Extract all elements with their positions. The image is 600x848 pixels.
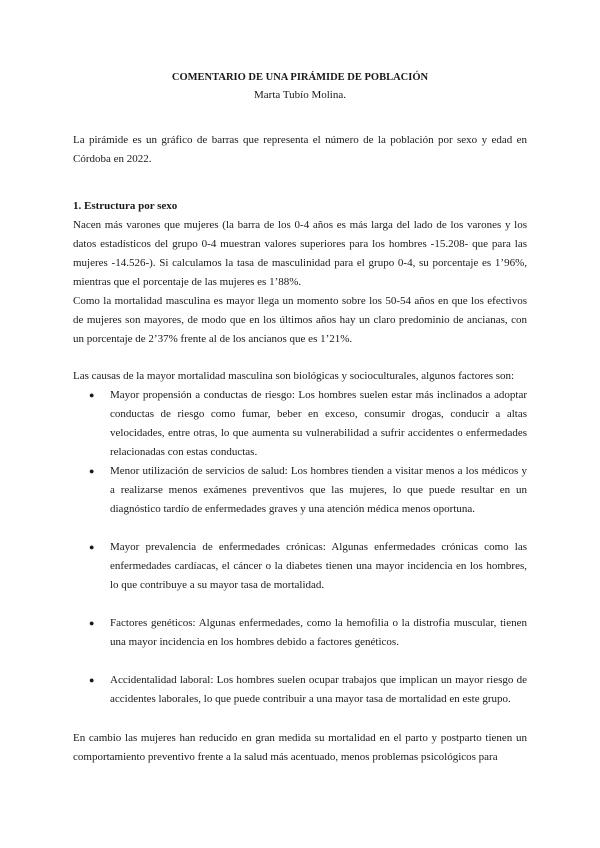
list-item [73,462,527,519]
document-author: Marta Tubío Molina. [254,89,346,101]
causes-list [73,386,527,709]
list-item [73,386,527,462]
document-title: COMENTARIO DE UNA PIRÁMIDE DE POBLACIÓN [171,72,429,83]
document-page [73,70,527,767]
spacer [73,652,527,671]
list-item-text: Accidentalidad laboral: Los hombres suelen ocupar trabajos que implican un mayor riesgo de accidentes laborales, lo que puede contribuir a una mayor tasa de mortalidad en este grupo. [110,674,527,705]
spacer [73,519,527,538]
list-item-text: Mayor propensión a conductas de riesgo: Los hombres suelen estar más inclinados a adoptar conductas de riesgo como fumar, beber en exceso, consumir drogas, conducir a altas velocidades, entre otras, lo que aumenta su vulnerabilidad a sufrir accidentes o enfermedades relacionadas con estas conductas. [110,389,527,458]
list-item [73,614,527,652]
list-item [73,671,527,709]
list-item-text: Mayor prevalencia de enfermedades crónicas: Algunas enfermedades crónicas como las enfermedades cardíacas, el cáncer o la diabetes tienen una mayor incidencia en los hombres, lo que contribuye a su mayor tasa de mortalidad. [110,541,527,591]
bullet-icon: ● [89,618,95,628]
list-item-text: Factores genéticos: Algunas enfermedades, como la hemofilia o la distrofia muscular, tienen una mayor incidencia en los hombres debido a factores genéticos. [110,617,527,648]
bullet-icon: ● [89,675,95,685]
list-item [73,538,527,595]
spacer [73,595,527,614]
bullet-icon: ● [89,390,95,400]
intro-paragraph: La pirámide es un gráfico de barras que representa el número de la población por sexo y edad en Córdoba en 2022. [73,134,527,165]
closing-paragraph: En cambio las mujeres han reducido en gran medida su mortalidad en el parto y postparto tienen un comportamiento preventivo frente a la salud más acentuado, menos problemas psicológicos para [73,732,527,763]
list-item-text: Menor utilización de servicios de salud: Los hombres tienden a visitar menos a los médicos y a realizarse menos exámenes preventivos que las mujeres, lo que puede resultar en un diagnóstico tardío de enfermedades graves y una atención médica menos oportuna. [110,465,527,515]
paragraph-mortality: Como la mortalidad masculina es mayor llega un momento sobre los 50-54 años en que los efectivos de mujeres son mayores, de modo que en los últimos años hay un claro predominio de ancianas, con un porcentaje de 2’37% frente al de los ancianos que es 1’21%. [73,295,527,345]
paragraph-birth-ratio: Nacen más varones que mujeres (la barra de los 0-4 años es más larga del lado de los varones y los datos estadísticos del grupo 0-4 muestran valores superiores para los hombres -15.208- que para las mujeres -14.526-). Si calculamos la tasa de masculinidad para el grupo 0-4, su porcentaje es 1’96%, mientras que el porcentaje de las mujeres es 1’88%. [73,219,527,288]
causes-intro: Las causas de la mayor mortalidad masculina son biológicas y socioculturales, algunos factores son: [73,370,515,382]
bullet-icon: ● [89,466,95,476]
section-heading: 1. Estructura por sexo [73,200,178,212]
bullet-icon: ● [89,542,95,552]
